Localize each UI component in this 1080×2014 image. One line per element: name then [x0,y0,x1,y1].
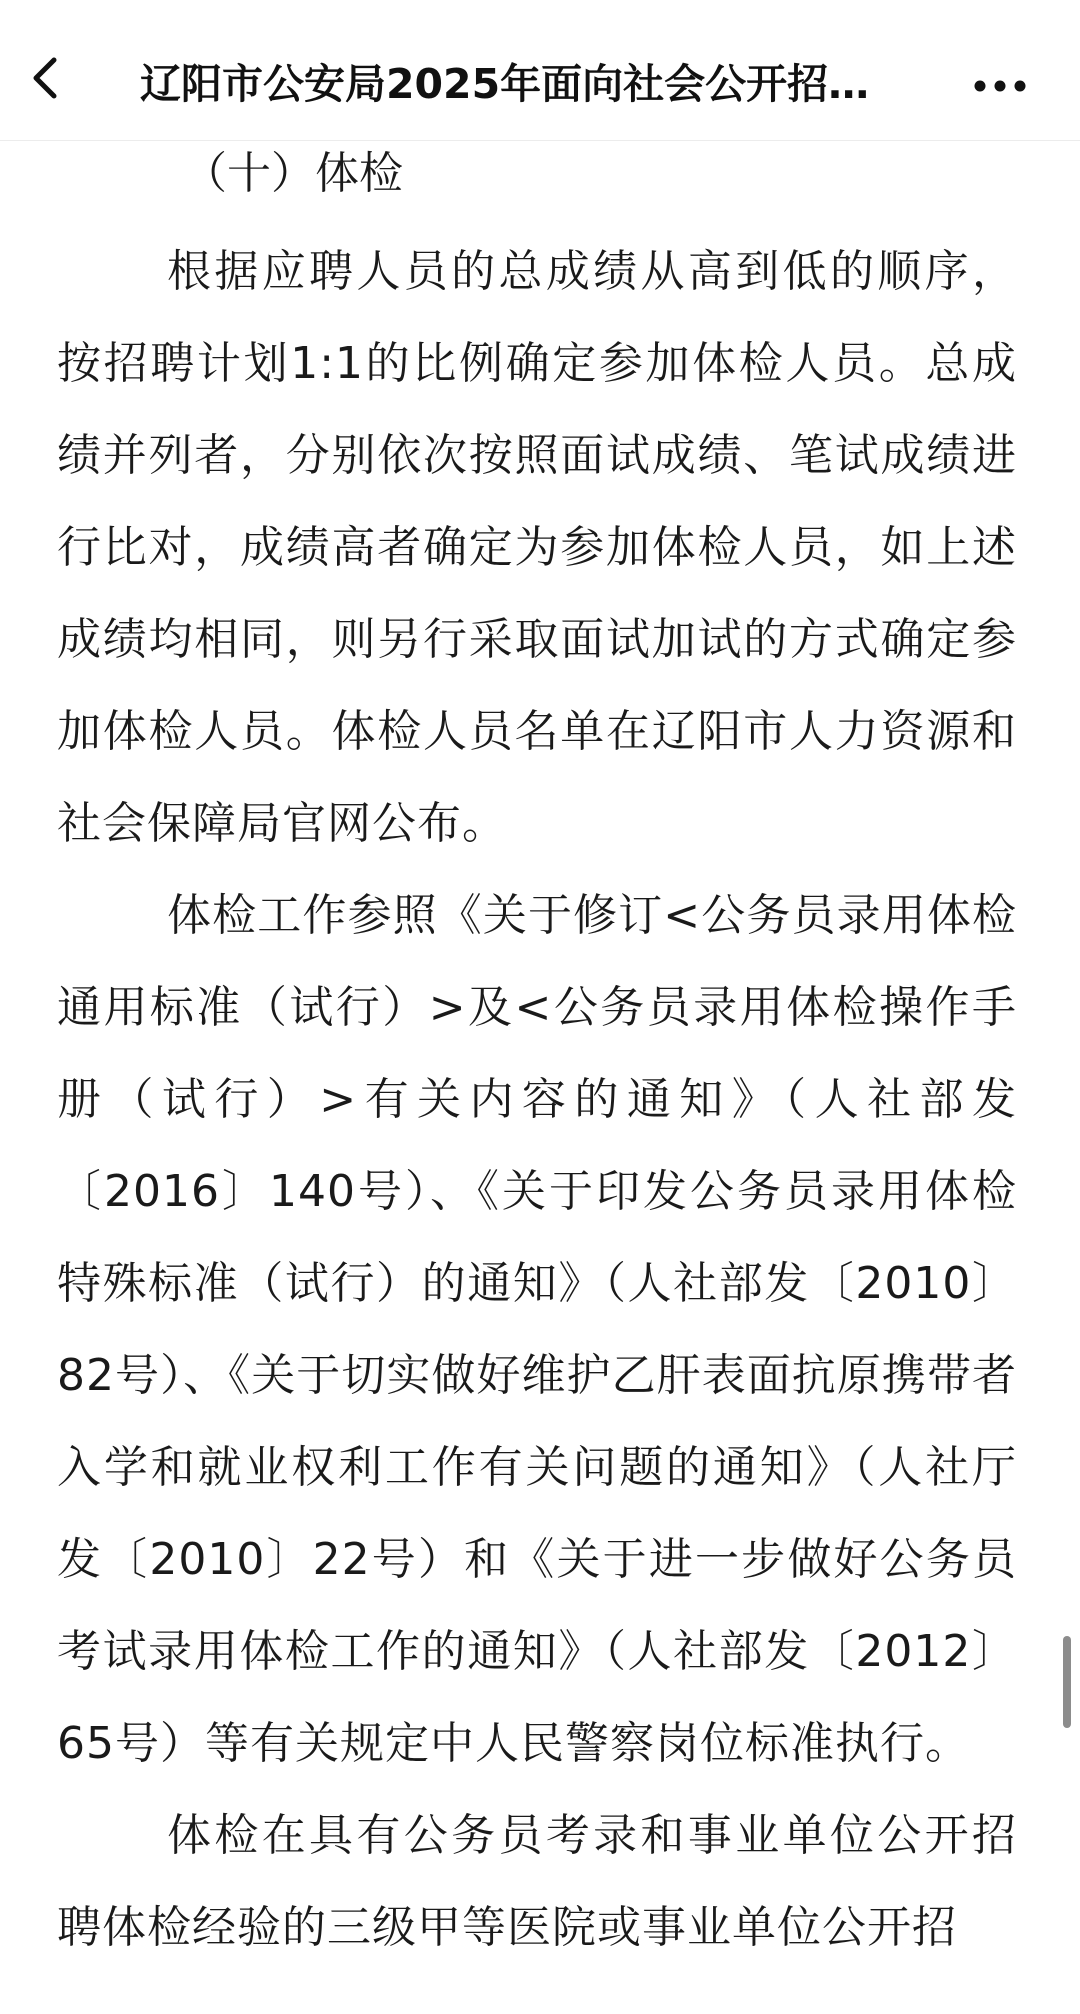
more-options-button[interactable] [970,66,1030,106]
paragraph-medical-standards: 体检工作参照《关于修订<公务员录用体检通用标准（试行）>及<公务员录用体检操作手册（试行）>有关内容的通知》（人社部发〔2016〕140号）、《关于印发公务员录用体检特殊标准（试行）的通知》（人社部发〔2010〕82号）、《关于切实做好维护乙肝表面抗原携带者入学和就业权利工作有关问题的通知》（人社厅发〔2010〕22号）和《关于进一步做好公务员考试录用体检工作的通知》（人社部发〔2012〕65号）等有关规定中人民警察岗位标准执行。 [57,890,1017,1769]
paragraph-selection-rules: 根据应聘人员的总成绩从高到低的顺序，按招聘计划1:1的比例确定参加体检人员。总成绩并列者，分别依次按照面试成绩、笔试成绩进行比对，成绩高者确定为参加体检人员，如上述成绩均相同，则另行采取面试加试的方式确定参加体检人员。体检人员名单在辽阳市人力资源和社会保障局官网公布。 [57,246,1017,849]
top-nav-bar [0,0,1080,141]
article-body [57,140,1017,1974]
page-title: 辽阳市公安局2025年面向社会公开招… [140,60,870,108]
section-heading: （十）体检 [183,148,403,199]
back-button[interactable] [22,52,72,102]
chevron-left-icon [22,52,72,102]
more-dots-icon [970,66,1030,106]
scrollbar-thumb[interactable] [1063,1636,1071,1728]
paragraph-medical-hospital: 体检在具有公务员考录和事业单位公开招聘体检经验的三级甲等医院或事业单位公开招 [57,1810,1017,1953]
